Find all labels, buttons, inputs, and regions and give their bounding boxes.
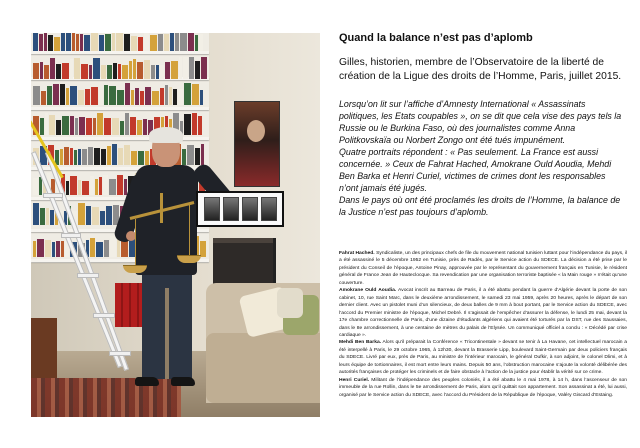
book-spine — [124, 145, 130, 165]
book-spine — [113, 63, 117, 79]
book-spine — [178, 89, 183, 105]
portrait-thumbnail — [204, 197, 220, 221]
book-spine — [92, 207, 99, 225]
book-spine — [50, 58, 55, 79]
book-spine — [46, 208, 49, 225]
book-spine — [90, 238, 95, 257]
book-spine — [189, 57, 194, 79]
book-spine — [70, 176, 77, 195]
book-spine — [112, 118, 119, 135]
book-spine — [192, 84, 199, 105]
book-spine — [179, 57, 182, 79]
book-spine — [164, 34, 169, 51]
bio-text: Militant de l’indépendance des peuples coloniés, il a été abattu le 4 mai 1978, à 14 h, dans l’ascenseur de son immeuble de la rue Rollin, dans le 5e arrondissement de Paris, alors qu’il quittait son appartement. Son assassinat a été, lui aussi, organisé par le Service action du SDECE, avec l’accord du Président de la République de l’époque, Valéry Giscard d’Estaing. — [339, 377, 628, 398]
book-spine — [199, 34, 203, 51]
article-byline: Gilles, historien, membre de l’Observatoire de la liberté de création de la Ligue des droits de l’Homme, Paris, juillet 2015. — [339, 57, 622, 82]
book-spine — [60, 84, 65, 105]
book-spine — [107, 146, 111, 165]
book-spine — [45, 240, 51, 257]
book-spine — [54, 37, 60, 51]
bio-text: Avocat inscrit au Barreau de Paris, il a été abattu pendant la guerre d’Algérie devant la porte de son cabinet, 10, rue Saint Marc, dans le deuxième arrondissement, le samedi 23 mai 1959, après 20 heures, après le départ de son dernier client. Avec un pistolet muni d’un silencieux, de deux balles de 9 mm à bout portant, par le Service action du SDECE, avec l’accord du Premier ministre de l’époque, Michel Debré. Il s’agissait de l’empêcher d’assurer la défense, le lundi 25 mai, devant la 17e chambre correctionnelle de Paris, d’une dizaine d’étudiants algériens qui avaient été torturés par la DST, rue des Saussaies, dans le 8e arrondissement, à une centaine de mètres du palais de l’Elysée. Un communiqué officiel a conclu : « Décédé par crise cardiaque ». — [339, 288, 627, 338]
book-spine — [144, 33, 149, 51]
book-spine — [66, 181, 69, 195]
book-spine — [182, 149, 186, 165]
book-spine — [45, 113, 48, 135]
bio-name: Fahrat Hached. — [339, 251, 375, 256]
book-spine — [60, 149, 63, 165]
article-quote — [339, 98, 624, 218]
book-spine — [86, 118, 92, 135]
book-row — [33, 55, 207, 79]
book-spine — [110, 236, 116, 257]
article-headline: Quand la balance n’est pas d’aplomb — [339, 32, 533, 44]
book-spine — [195, 148, 200, 165]
book-spine — [145, 87, 151, 105]
book-spine — [195, 61, 200, 79]
book-spine — [144, 60, 150, 79]
book-spine — [90, 176, 94, 195]
book-spine — [88, 147, 93, 165]
book-spine — [66, 33, 71, 51]
quote-paragraph: Lorsqu’on lit sur l’affiche d’Amnesty International « Assassinats politiques, les Etats coupables », on se dit que cela vise des pays tels la Russie ou le Burkina Faso, où des journalistes comme Anna Politkovskaïa ou Norbert Zongo ont été tués impunément. — [339, 99, 622, 145]
book-spine — [64, 147, 69, 165]
book-spine — [122, 65, 128, 79]
book-spine — [117, 175, 123, 195]
book-spine — [156, 65, 159, 79]
bio-entry — [339, 287, 627, 339]
book-spine — [40, 208, 45, 225]
book-spine — [198, 116, 202, 135]
four-portraits-frame — [196, 191, 284, 227]
book-spine — [48, 35, 53, 51]
book-row — [33, 33, 203, 51]
book-spine — [82, 181, 89, 195]
book-spine — [188, 33, 194, 51]
book-spine — [41, 91, 46, 105]
book-spine — [99, 90, 103, 105]
book-spine — [56, 64, 61, 79]
book-spine — [173, 89, 177, 105]
book-spine — [124, 34, 130, 51]
book-spine — [82, 149, 87, 165]
book-spine — [118, 64, 121, 79]
bio-text: Alors qu’il préparait la Conférence « Tricontinentale » devant se tenir à La Havane, cet intellectuel marocain a été interpellé à Paris, le 29 octobre 1965, à 12h30, devant la Brasserie Lipp, boulevard Saint-Germain par deux policiers français du SDECE. Livré par eux, près de Paris, au ministre de l’intérieur marocain, le général Oufkir, à son adjoint, le colonel Dlimi, et à leurs équipe de tortionnaires, il est mort entre leurs mains. Depuis 50 ans, l’obstruction marocaine s’ajoute la volonté délibérée des autorités françaises de protéger les criminels et de faire obstacle à l’action de la justice pour établir la vérité sur ce crime. — [339, 340, 627, 376]
bio-entry — [339, 339, 627, 376]
book-spine — [104, 240, 109, 257]
book-spine — [104, 118, 111, 135]
book-spine — [195, 35, 198, 51]
book-spine — [145, 151, 149, 165]
amnesty-poster — [234, 101, 280, 187]
book-spine — [84, 35, 90, 51]
book-spine — [40, 118, 44, 135]
book-spine — [140, 91, 144, 105]
bio-entry — [339, 250, 627, 287]
book-spine — [70, 86, 77, 105]
book-spine — [171, 61, 178, 79]
book-spine — [183, 57, 188, 79]
book-spine — [93, 118, 96, 135]
book-spine — [33, 178, 38, 195]
book-spine — [101, 65, 106, 79]
book-spine — [99, 177, 102, 195]
book-spine — [80, 34, 83, 51]
book-spine — [109, 86, 116, 105]
book-spine — [129, 61, 132, 79]
book-spine — [112, 144, 117, 165]
book-spine — [184, 114, 191, 135]
book-spine — [40, 62, 43, 79]
book-spine — [47, 86, 52, 105]
red-binders — [115, 283, 145, 327]
article — [339, 0, 635, 448]
book-spine — [56, 120, 61, 135]
book-spine — [70, 116, 74, 135]
cushion — [277, 288, 303, 318]
book-spine — [120, 121, 124, 135]
book-spine — [81, 64, 88, 79]
book-spine — [37, 239, 44, 257]
book-spine — [131, 36, 137, 51]
book-spine — [170, 33, 174, 51]
book-spine — [105, 34, 111, 51]
book-spine — [137, 62, 143, 79]
book-spine — [79, 117, 85, 135]
book-spine — [104, 85, 108, 105]
book-spine — [160, 65, 164, 79]
book-spine — [201, 57, 207, 79]
portrait-photo — [31, 33, 320, 417]
book-spine — [175, 33, 179, 51]
book-spine — [33, 33, 38, 51]
book-spine — [138, 37, 143, 51]
book-spine — [118, 148, 123, 165]
book-spine — [180, 33, 187, 51]
book-spine — [44, 65, 49, 79]
book-spine — [91, 87, 98, 105]
book-spine — [106, 206, 112, 225]
book-spine — [61, 241, 64, 257]
book-spine — [74, 58, 80, 79]
book-spine — [78, 180, 81, 195]
book-spine — [94, 148, 100, 165]
book-spine — [72, 33, 75, 51]
bio-name: Henri Curiel. — [339, 377, 370, 383]
book-spine — [33, 241, 36, 257]
book-spine — [93, 58, 100, 79]
bio-name: Amokrane Ould Aoudia. — [339, 288, 397, 294]
book-spine — [109, 179, 116, 195]
book-spine — [165, 62, 170, 79]
book-spine — [201, 144, 204, 165]
book-spine — [138, 151, 144, 165]
book-spine — [192, 113, 197, 135]
book-spine — [125, 113, 129, 135]
book-spine — [75, 118, 78, 135]
book-spine — [117, 90, 124, 105]
book-spine — [116, 33, 123, 51]
book-spine — [33, 63, 39, 79]
book-spine — [70, 148, 73, 165]
book-spine — [89, 65, 92, 79]
book-spine — [137, 120, 142, 135]
book-spine — [135, 88, 139, 105]
book-spine — [62, 116, 69, 135]
bio-entry — [339, 377, 627, 399]
book-spine — [85, 89, 90, 105]
book-spine — [184, 83, 191, 105]
book-spine — [66, 88, 69, 105]
quote-paragraph: Quatre portraits répondent : « Pas seulement. La France est aussi concernée. » Ceux de Fahrat Hached, Amokrane Ould Aoudia, Mehdi Ben Barka et Henri Curiel, victimes de crimes dont les responsables n’ont jamais été jugés. — [339, 147, 612, 193]
book-row — [33, 81, 203, 105]
portrait-thumbnail — [261, 197, 277, 221]
book-spine — [165, 85, 168, 105]
book-spine — [76, 34, 79, 51]
book-spine — [150, 35, 157, 51]
book-spine — [131, 90, 134, 105]
book-spine — [160, 88, 164, 105]
book-spine — [44, 33, 47, 51]
portrait-thumbnail — [223, 197, 239, 221]
side-table — [31, 318, 57, 378]
book-spine — [78, 90, 84, 105]
book-spine — [151, 65, 155, 79]
book-spine — [133, 59, 136, 79]
book-spine — [158, 34, 163, 51]
book-spine — [33, 86, 40, 105]
book-spine — [52, 242, 55, 257]
book-spine — [200, 90, 203, 105]
book-spine — [56, 241, 60, 257]
book-spine — [101, 149, 106, 165]
book-spine — [103, 175, 108, 195]
book-spine — [49, 115, 55, 135]
book-spine — [112, 33, 115, 51]
book-spine — [74, 150, 77, 165]
book-spine — [107, 65, 112, 79]
book-spine — [50, 210, 54, 225]
book-spine — [152, 91, 159, 105]
book-spine — [78, 203, 85, 225]
book-spine — [130, 117, 136, 135]
book-spine — [61, 33, 65, 51]
book-spine — [91, 33, 98, 51]
book-spine — [100, 211, 105, 225]
book-spine — [143, 119, 147, 135]
quote-paragraph: Dans le pays où ont été proclamés les droits de l’Homme, la balance de la Justice n’est pas toujours d’aplomb. — [339, 195, 621, 217]
book-spine — [95, 179, 98, 195]
book-spine — [187, 145, 194, 165]
book-spine — [62, 63, 69, 79]
book-spine — [39, 34, 43, 51]
victims-bios — [339, 250, 627, 399]
book-spine — [53, 84, 59, 105]
book-spine — [131, 151, 137, 165]
book-spine — [70, 59, 73, 79]
book-spine — [78, 149, 81, 165]
book-spine — [169, 87, 172, 105]
book-spine — [97, 113, 103, 135]
book-spine — [33, 203, 39, 225]
book-spine — [86, 206, 91, 225]
bio-text: Syndicaliste, un des principaux chefs de file du mouvement national tunisien luttant pour l’indépendance du pays, il a été assassiné le 5 décembre 1952 en Tunisie, près de Radès, par le Service action du SDECE. La décision a été prise par le président du Conseil de l’époque, Antoine Pinay, approuvée par le représentant du gouvernement français en Tunisie, le résident général de France Jean de Hauteclocque. Sa revendication par une organisation terroriste baptisée « la Main rouge » n’était qu’une couverture. — [339, 251, 628, 286]
bio-name: Mehdi Ben Barka. — [339, 340, 382, 346]
book-spine — [99, 35, 104, 51]
portrait-thumbnail — [242, 197, 258, 221]
book-spine — [125, 83, 130, 105]
book-spine — [96, 242, 103, 257]
